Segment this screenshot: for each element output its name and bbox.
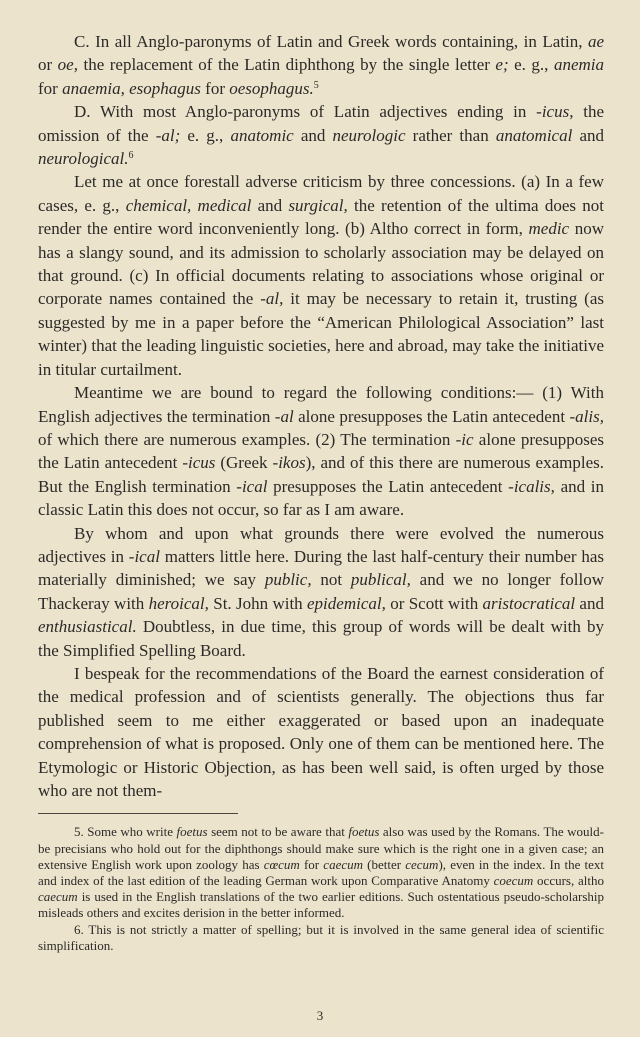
italic-text: aristocratical: [482, 593, 576, 613]
text-run: rather than: [405, 125, 496, 145]
italic-text: ae: [587, 32, 604, 51]
italic-text: foetus: [348, 824, 380, 840]
italic-text: public,: [264, 570, 312, 590]
paragraph-p6: [38, 662, 604, 802]
italic-text: -ic: [455, 429, 474, 449]
main-text: [38, 30, 604, 802]
text-run: e. g.,: [180, 125, 231, 145]
italic-text: oe,: [57, 55, 78, 75]
text-run: now has a slangy sound, and its admission to scholarly association may be delayed on that ground. (c) In official documents relating to associations whose original or corporate names contained the: [38, 219, 604, 309]
text-run: e. g.,: [508, 55, 554, 75]
italic-text: -al;: [155, 125, 181, 145]
italic-text: -ical: [236, 476, 268, 496]
text-run: and in classic Latin this does not occur, so far as I am aware.: [38, 476, 604, 520]
italic-text: coecum: [493, 873, 534, 889]
italic-text: -icalis,: [508, 476, 555, 496]
text-run: or Scott with: [385, 593, 483, 613]
text-run: and we no longer follow Thackeray with: [38, 570, 604, 613]
italic-text: enthusiastical.: [38, 617, 137, 637]
italic-text: anatomic: [230, 125, 294, 145]
text-run: the omission of the: [38, 102, 604, 145]
italic-text: heroical,: [148, 593, 209, 613]
italic-text: epidemical,: [307, 593, 386, 613]
text-run: and: [572, 125, 604, 145]
text-run: or: [38, 55, 58, 75]
page-number: 3: [316, 1008, 324, 1023]
text-run: occurs, altho: [533, 873, 604, 889]
text-run: for: [299, 856, 324, 872]
italic-text: foetus: [176, 824, 208, 840]
text-run: for: [38, 78, 63, 98]
text-run: and: [575, 593, 604, 613]
footnote-rule: [38, 813, 238, 814]
paragraph-p2: [38, 100, 604, 170]
italic-text: anatomical: [495, 125, 573, 145]
text-run: not: [311, 570, 351, 590]
text-run: seem not to be aware that: [207, 824, 349, 840]
footnote-reference: 5: [313, 79, 319, 91]
italic-text: oesophagus.: [229, 78, 314, 98]
text-run: By whom and upon what grounds there were evolved the numerous adjectives in: [38, 523, 604, 566]
text-run: and: [251, 195, 289, 215]
footnote-fn6: [38, 922, 604, 954]
italic-text: surgical,: [288, 195, 348, 215]
italic-text: medic: [528, 219, 570, 239]
text-run: ), even in the index. In the text and index of the last edition of the leading German work upon Comparative Anatomy: [38, 856, 605, 889]
text-run: St. John with: [208, 593, 308, 613]
italic-text: anemia: [553, 55, 604, 75]
italic-text: -icus,: [536, 102, 574, 122]
footnotes: [38, 824, 604, 954]
text-run: matters little here. During the last half-century their number has materially diminished; we say: [38, 546, 604, 590]
footnote-fn5: [38, 824, 604, 921]
text-run: presupposes the Latin antecedent: [267, 476, 509, 496]
text-run: for: [200, 78, 230, 98]
text-run: D. With most Anglo-paronyms of Latin adjectives ending in: [74, 102, 537, 122]
italic-text: cœcum: [263, 856, 300, 872]
text-run: 6. This is not strictly a matter of spelling; but it is involved in the same general idea of scientific simplification.: [38, 921, 604, 953]
text-run: I bespeak for the recommendations of the Board the earnest consideration of the medical profession and of scientists generally. The objections thus far published seem to me either exaggerated or based upon an inadequate comprehension of what is proposed. Only one of them can be mentioned here. The Etymologic or Historic Objection, as has been well said, is often urged by those who are not them-: [38, 663, 604, 800]
text-run: ), and of this there are numerous examples. But the English termination: [38, 453, 604, 496]
text-run: alone presupposes the Latin antecedent: [293, 406, 570, 426]
italic-text: -alis,: [569, 406, 604, 426]
text-run: the retention of the ultima does not render the entire word inconveniently long. (b) Altho correct in form,: [38, 195, 604, 239]
italic-text: caecum: [323, 856, 363, 872]
text-run: Let me at once forestall adverse criticism by three concessions. (a) In a few cases, e. g.,: [38, 172, 604, 215]
paragraph-p5: [38, 522, 604, 662]
italic-text: -ical: [128, 546, 160, 566]
italic-text: -al,: [260, 289, 284, 309]
footnote-reference: 6: [128, 150, 134, 162]
text-run: C. In all Anglo-paronyms of Latin and Greek words containing, in Latin,: [74, 32, 588, 51]
paragraph-p3: [38, 170, 604, 381]
paragraph-p4: [38, 381, 604, 521]
italic-text: neurological.: [38, 149, 129, 169]
italic-text: anaemia, esophagus: [62, 78, 201, 98]
text-run: Meantime we are bound to regard the following conditions:— (1) With English adjectives the termination: [38, 383, 604, 426]
text-run: it may be necessary to retain it, trusting (as suggested by me in a paper before the “American Philological Association” last winter) that the leading linguistic societies, here and abroad, may take the initiative in titular curtailment.: [38, 289, 604, 379]
italic-text: chemical, medical: [125, 195, 252, 215]
text-run: (better: [363, 856, 406, 872]
italic-text: -ikos: [272, 453, 306, 473]
text-run: (Greek: [215, 453, 273, 473]
italic-text: e;: [495, 55, 509, 75]
text-run: alone presupposes the Latin antecedent: [38, 429, 604, 473]
italic-text: -al: [274, 406, 294, 426]
italic-text: publical,: [350, 570, 411, 590]
italic-text: -icus: [182, 453, 216, 473]
text-run: is used in the English translations of the two earlier editions. Such ostentatious pseudo-scholarship misleads others and excites derision in the better informed.: [38, 889, 604, 921]
text-run: and: [293, 125, 333, 145]
text-run: also was used by the Romans. The would-be precisians who hold out for the diphthongs should make sure which is the right one in a given case; an extensive English work upon zoology has: [38, 824, 604, 872]
italic-text: neurologic: [332, 125, 406, 145]
paragraph-p1: [38, 30, 604, 100]
italic-text: cecum: [405, 856, 439, 872]
italic-text: caecum: [38, 889, 78, 905]
text-run: 5. Some who write: [74, 824, 177, 840]
page-body: [38, 30, 604, 954]
text-run: the replacement of the Latin diphthong by the single letter: [77, 55, 496, 75]
text-run: Doubtless, in due time, this group of words will be dealt with by the Simplified Spelling Board.: [38, 617, 604, 660]
text-run: of which there are numerous examples. (2) The termination: [38, 429, 456, 449]
